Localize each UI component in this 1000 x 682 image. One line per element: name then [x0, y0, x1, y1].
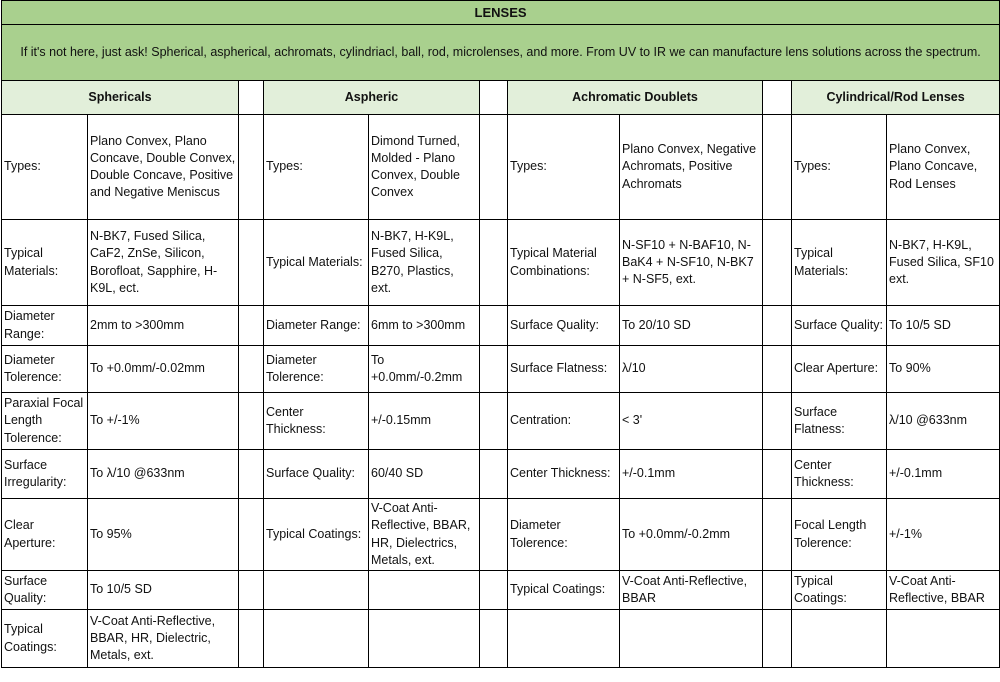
spec-row	[2, 346, 1000, 393]
spec-row	[2, 450, 1000, 499]
cylindrical-rod-spec-value: λ/10 @633nm	[887, 393, 1000, 450]
sphericals-spec-value: N-BK7, Fused Silica, CaF2, ZnSe, Silicon, Borofloat, Sapphire, H-K9L, ect.	[88, 220, 239, 306]
sphericals-spec-label: Typical Materials:	[2, 220, 88, 306]
sphericals-spec-label: Diameter Tolerence:	[2, 346, 88, 393]
spacer-cell	[763, 610, 792, 668]
spec-row	[2, 571, 1000, 610]
achromatic-doublets-spec-label: Surface Flatness:	[508, 346, 620, 393]
sphericals-spec-value: 2mm to >300mm	[88, 306, 239, 346]
cylindrical-rod-spec-value: N-BK7, H-K9L, Fused Silica, SF10 ext.	[887, 220, 1000, 306]
spacer-cell	[480, 306, 508, 346]
spacer-cell	[763, 571, 792, 610]
cylindrical-rod-spec-label: Typical Materials:	[792, 220, 887, 306]
sphericals-spec-label: Typical Coatings:	[2, 610, 88, 668]
cylindrical-rod-spec-value	[887, 610, 1000, 668]
achromatic-doublets-spec-value: Plano Convex, Negative Achromats, Positive Achromats	[620, 115, 763, 220]
aspheric-spec-value	[369, 610, 480, 668]
spacer-cell	[239, 306, 264, 346]
spacer-cell	[239, 393, 264, 450]
cylindrical-rod-spec-label	[792, 610, 887, 668]
aspheric-spec-value: N-BK7, H-K9L, Fused Silica, B270, Plastics, ext.	[369, 220, 480, 306]
cylindrical-rod-spec-value: To 10/5 SD	[887, 306, 1000, 346]
cylindrical-rod-spec-label: Surface Quality:	[792, 306, 887, 346]
cylindrical-rod-spec-value: To 90%	[887, 346, 1000, 393]
spec-row	[2, 115, 1000, 220]
spacer-cell	[480, 346, 508, 393]
spacer-cell	[239, 571, 264, 610]
spec-row	[2, 220, 1000, 306]
cylindrical-rod-spec-value: +/-0.1mm	[887, 450, 1000, 499]
spec-row	[2, 306, 1000, 346]
title-row	[2, 1, 1000, 25]
spacer-cell	[763, 115, 792, 220]
group-header-sphericals: Sphericals	[2, 81, 239, 115]
achromatic-doublets-spec-label: Diameter Tolerence:	[508, 499, 620, 571]
spacer-cell	[239, 610, 264, 668]
aspheric-spec-value: Dimond Turned, Molded - Plano Convex, Double Convex	[369, 115, 480, 220]
spacer-cell	[480, 220, 508, 306]
achromatic-doublets-spec-label: Typical Material Combinations:	[508, 220, 620, 306]
aspheric-spec-value	[369, 571, 480, 610]
cylindrical-rod-spec-value: V-Coat Anti-Reflective, BBAR	[887, 571, 1000, 610]
aspheric-spec-label: Diameter Tolerence:	[264, 346, 369, 393]
achromatic-doublets-spec-label: Centration:	[508, 393, 620, 450]
achromatic-doublets-spec-value: V-Coat Anti-Reflective, BBAR	[620, 571, 763, 610]
aspheric-spec-value: 60/40 SD	[369, 450, 480, 499]
sphericals-spec-label: Paraxial Focal Length Tolerence:	[2, 393, 88, 450]
achromatic-doublets-spec-label: Typical Coatings:	[508, 571, 620, 610]
spacer-cell	[480, 450, 508, 499]
sphericals-spec-label: Surface Quality:	[2, 571, 88, 610]
spec-row	[2, 610, 1000, 668]
sphericals-spec-value: To 10/5 SD	[88, 571, 239, 610]
sphericals-spec-value: To λ/10 @633nm	[88, 450, 239, 499]
achromatic-doublets-spec-value: To +0.0mm/-0.2mm	[620, 499, 763, 571]
spacer-cell	[763, 81, 792, 115]
achromatic-doublets-spec-value	[620, 610, 763, 668]
spacer-cell	[239, 81, 264, 115]
cylindrical-rod-spec-label: Focal Length Tolerence:	[792, 499, 887, 571]
spacer-cell	[239, 450, 264, 499]
aspheric-spec-label	[264, 610, 369, 668]
spacer-cell	[763, 450, 792, 499]
spacer-cell	[239, 346, 264, 393]
aspheric-spec-value: To +0.0mm/-0.2mm	[369, 346, 480, 393]
cylindrical-rod-spec-label: Types:	[792, 115, 887, 220]
achromatic-doublets-spec-value: To 20/10 SD	[620, 306, 763, 346]
aspheric-spec-label	[264, 571, 369, 610]
spacer-cell	[763, 499, 792, 571]
cylindrical-rod-spec-label: Surface Flatness:	[792, 393, 887, 450]
sphericals-spec-label: Types:	[2, 115, 88, 220]
aspheric-spec-label: Surface Quality:	[264, 450, 369, 499]
group-header-cylindrical-rod: Cylindrical/Rod Lenses	[792, 81, 1000, 115]
achromatic-doublets-spec-value: < 3'	[620, 393, 763, 450]
intro-row	[2, 25, 1000, 81]
spacer-cell	[480, 571, 508, 610]
group-header-aspheric: Aspheric	[264, 81, 480, 115]
achromatic-doublets-spec-label: Types:	[508, 115, 620, 220]
achromatic-doublets-spec-value: λ/10	[620, 346, 763, 393]
spacer-cell	[480, 393, 508, 450]
achromatic-doublets-spec-label	[508, 610, 620, 668]
sphericals-spec-value: To +0.0mm/-0.02mm	[88, 346, 239, 393]
spacer-cell	[763, 220, 792, 306]
lenses-spec-table	[1, 0, 1000, 668]
achromatic-doublets-spec-label: Surface Quality:	[508, 306, 620, 346]
sphericals-spec-label: Surface Irregularity:	[2, 450, 88, 499]
aspheric-spec-label: Typical Coatings:	[264, 499, 369, 571]
sphericals-spec-value: V-Coat Anti-Reflective, BBAR, HR, Dielectric, Metals, ext.	[88, 610, 239, 668]
spacer-cell	[763, 393, 792, 450]
aspheric-spec-value: 6mm to >300mm	[369, 306, 480, 346]
spec-row	[2, 393, 1000, 450]
cylindrical-rod-spec-value: +/-1%	[887, 499, 1000, 571]
cylindrical-rod-spec-label: Center Thickness:	[792, 450, 887, 499]
cylindrical-rod-spec-label: Clear Aperture:	[792, 346, 887, 393]
spacer-cell	[239, 499, 264, 571]
aspheric-spec-label: Types:	[264, 115, 369, 220]
aspheric-spec-value: V-Coat Anti-Reflective, BBAR, HR, Dielectrics, Metals, ext.	[369, 499, 480, 571]
cylindrical-rod-spec-label: Typical Coatings:	[792, 571, 887, 610]
spacer-cell	[480, 499, 508, 571]
spacer-cell	[763, 346, 792, 393]
spacer-cell	[480, 115, 508, 220]
spacer-cell	[239, 220, 264, 306]
spacer-cell	[239, 115, 264, 220]
achromatic-doublets-spec-value: N-SF10 + N-BAF10, N-BaK4 + N-SF10, N-BK7 + N-SF5, ext.	[620, 220, 763, 306]
aspheric-spec-label: Typical Materials:	[264, 220, 369, 306]
group-header-achromatic-doublets: Achromatic Doublets	[508, 81, 763, 115]
spacer-cell	[480, 610, 508, 668]
intro-text: If it's not here, just ask! Spherical, aspherical, achromats, cylindriacl, ball, rod, microlenses, and more. From UV to IR we can manufacture lens solutions across the spectrum.	[2, 25, 1000, 81]
group-header-row	[2, 81, 1000, 115]
aspheric-spec-label: Center Thickness:	[264, 393, 369, 450]
aspheric-spec-value: +/-0.15mm	[369, 393, 480, 450]
aspheric-spec-label: Diameter Range:	[264, 306, 369, 346]
achromatic-doublets-spec-value: +/-0.1mm	[620, 450, 763, 499]
achromatic-doublets-spec-label: Center Thickness:	[508, 450, 620, 499]
sphericals-spec-label: Diameter Range:	[2, 306, 88, 346]
sphericals-spec-value: To 95%	[88, 499, 239, 571]
sphericals-spec-value: To +/-1%	[88, 393, 239, 450]
spec-row	[2, 499, 1000, 571]
sphericals-spec-value: Plano Convex, Plano Concave, Double Convex, Double Concave, Positive and Negative Meniscus	[88, 115, 239, 220]
sphericals-spec-label: Clear Aperture:	[2, 499, 88, 571]
cylindrical-rod-spec-value: Plano Convex, Plano Concave, Rod Lenses	[887, 115, 1000, 220]
table-title: LENSES	[2, 1, 1000, 25]
spacer-cell	[763, 306, 792, 346]
spacer-cell	[480, 81, 508, 115]
